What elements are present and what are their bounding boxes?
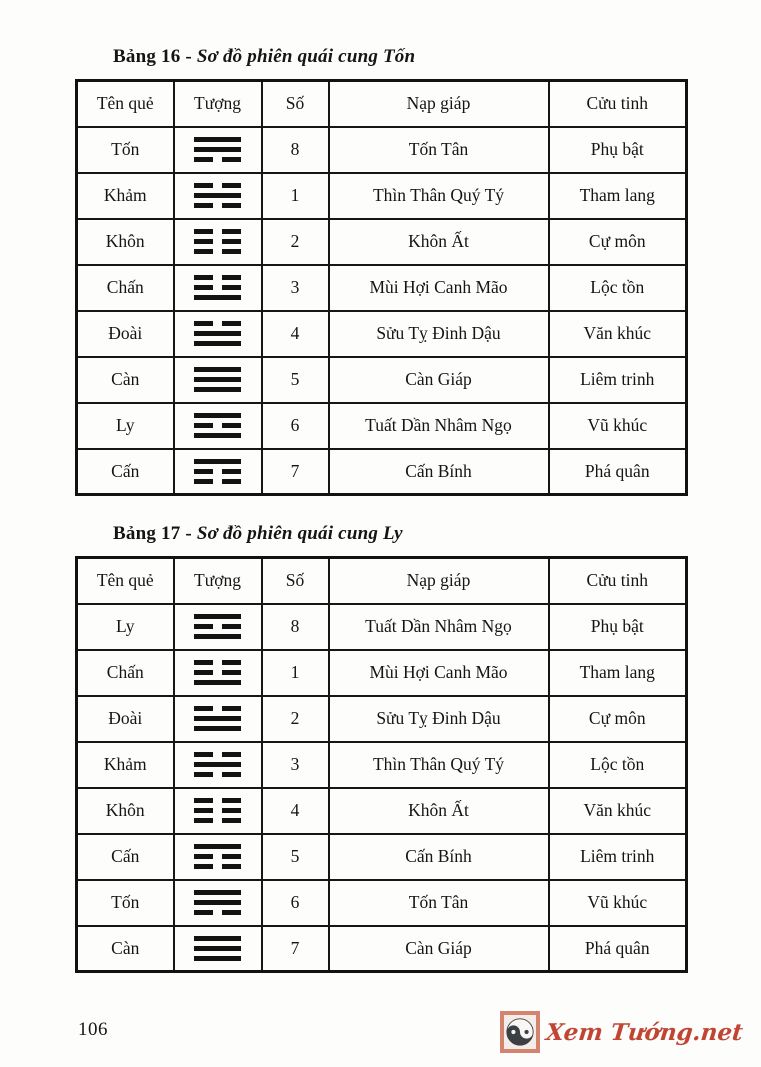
- cell-cuu-tinh: Cự môn: [549, 696, 687, 742]
- header-so: Số: [262, 558, 329, 604]
- cell-ten-que: Khôn: [77, 788, 174, 834]
- trigram-icon: [194, 798, 241, 823]
- table-17-body: [77, 604, 687, 972]
- cell-ten-que: Cấn: [77, 834, 174, 880]
- cell-nap-giap: Càn Giáp: [329, 926, 549, 972]
- trigram-icon: [194, 706, 241, 731]
- cell-nap-giap: Khôn Ất: [329, 219, 549, 265]
- trigram-icon: [194, 137, 241, 162]
- cell-ten-que: Khôn: [77, 219, 174, 265]
- cell-cuu-tinh: Lộc tồn: [549, 742, 687, 788]
- cell-ten-que: Tốn: [77, 127, 174, 173]
- cell-ten-que: Càn: [77, 357, 174, 403]
- table-row: [77, 788, 687, 834]
- header-ten-que: Tên quẻ: [77, 81, 174, 127]
- caption-title: Sơ đồ phiên quái cung Tốn: [196, 46, 416, 67]
- table-row: [77, 127, 687, 173]
- cell-tuong: [174, 265, 262, 311]
- header-cuu-tinh: Cửu tinh: [549, 558, 687, 604]
- cell-so: 8: [262, 604, 329, 650]
- table-row: [77, 265, 687, 311]
- trigram-icon: [194, 183, 241, 208]
- cell-nap-giap: Cấn Bính: [329, 834, 549, 880]
- cell-nap-giap: Tốn Tân: [329, 127, 549, 173]
- cell-tuong: [174, 449, 262, 495]
- caption-title: Sơ đồ phiên quái cung Ly: [196, 523, 403, 544]
- cell-cuu-tinh: Vũ khúc: [549, 403, 687, 449]
- cell-ten-que: Ly: [77, 604, 174, 650]
- cell-so: 2: [262, 219, 329, 265]
- header-row: [77, 81, 687, 127]
- cell-tuong: [174, 311, 262, 357]
- cell-cuu-tinh: Cự môn: [549, 219, 687, 265]
- cell-nap-giap: Sửu Tỵ Đinh Dậu: [329, 311, 549, 357]
- cell-cuu-tinh: Lộc tồn: [549, 265, 687, 311]
- cell-cuu-tinh: Văn khúc: [549, 311, 687, 357]
- yin-yang-icon: [500, 1011, 540, 1053]
- cell-nap-giap: Cấn Bính: [329, 449, 549, 495]
- cell-cuu-tinh: Vũ khúc: [549, 880, 687, 926]
- cell-tuong: [174, 880, 262, 926]
- cell-so: 4: [262, 311, 329, 357]
- header-nap-giap: Nạp giáp: [329, 558, 549, 604]
- cell-tuong: [174, 604, 262, 650]
- header-tuong: Tượng: [174, 558, 262, 604]
- table-16: [75, 79, 688, 496]
- trigram-icon: [194, 321, 241, 346]
- cell-tuong: [174, 173, 262, 219]
- cell-so: 2: [262, 696, 329, 742]
- cell-so: 1: [262, 173, 329, 219]
- caption-label: Bảng 17 -: [113, 523, 197, 544]
- trigram-icon: [194, 367, 241, 392]
- cell-cuu-tinh: Phụ bật: [549, 604, 687, 650]
- cell-cuu-tinh: Liêm trinh: [549, 834, 687, 880]
- cell-nap-giap: Càn Giáp: [329, 357, 549, 403]
- header-row: [77, 558, 687, 604]
- cell-ten-que: Cấn: [77, 449, 174, 495]
- cell-nap-giap: Mùi Hợi Canh Mão: [329, 265, 549, 311]
- table-row: [77, 173, 687, 219]
- table-16-caption: [113, 46, 761, 68]
- header-nap-giap: Nạp giáp: [329, 81, 549, 127]
- cell-tuong: [174, 650, 262, 696]
- trigram-icon: [194, 752, 241, 777]
- cell-ten-que: Càn: [77, 926, 174, 972]
- cell-tuong: [174, 403, 262, 449]
- cell-tuong: [174, 926, 262, 972]
- table-17: [75, 556, 688, 973]
- cell-tuong: [174, 696, 262, 742]
- table-row: [77, 834, 687, 880]
- cell-nap-giap: Thìn Thân Quý Tý: [329, 173, 549, 219]
- cell-so: 7: [262, 926, 329, 972]
- table-16-header: [77, 81, 687, 127]
- table-row: [77, 880, 687, 926]
- header-tuong: Tượng: [174, 81, 262, 127]
- cell-tuong: [174, 742, 262, 788]
- cell-cuu-tinh: Phá quân: [549, 926, 687, 972]
- table-row: [77, 696, 687, 742]
- table-16-body: [77, 127, 687, 495]
- trigram-icon: [194, 890, 241, 915]
- cell-nap-giap: Thìn Thân Quý Tý: [329, 742, 549, 788]
- table-row: [77, 926, 687, 972]
- cell-ten-que: Chấn: [77, 265, 174, 311]
- cell-nap-giap: Tuất Dần Nhâm Ngọ: [329, 604, 549, 650]
- cell-so: 6: [262, 403, 329, 449]
- cell-so: 3: [262, 265, 329, 311]
- watermark: [500, 1011, 743, 1053]
- cell-nap-giap: Tốn Tân: [329, 880, 549, 926]
- cell-tuong: [174, 357, 262, 403]
- cell-so: 5: [262, 357, 329, 403]
- cell-nap-giap: Tuất Dần Nhâm Ngọ: [329, 403, 549, 449]
- cell-tuong: [174, 219, 262, 265]
- trigram-icon: [194, 229, 241, 254]
- cell-cuu-tinh: Tham lang: [549, 650, 687, 696]
- cell-nap-giap: Mùi Hợi Canh Mão: [329, 650, 549, 696]
- cell-ten-que: Khảm: [77, 173, 174, 219]
- cell-so: 1: [262, 650, 329, 696]
- cell-ten-que: Tốn: [77, 880, 174, 926]
- cell-tuong: [174, 127, 262, 173]
- table-row: [77, 650, 687, 696]
- caption-label: Bảng 16 -: [113, 46, 197, 67]
- trigram-icon: [194, 614, 241, 639]
- cell-ten-que: Đoài: [77, 696, 174, 742]
- table-row: [77, 311, 687, 357]
- table-row: [77, 403, 687, 449]
- cell-ten-que: Đoài: [77, 311, 174, 357]
- trigram-icon: [194, 936, 241, 961]
- cell-cuu-tinh: Phá quân: [549, 449, 687, 495]
- table-row: [77, 449, 687, 495]
- cell-nap-giap: Sửu Tỵ Đinh Dậu: [329, 696, 549, 742]
- table-17-header: [77, 558, 687, 604]
- table-row: [77, 357, 687, 403]
- cell-so: 7: [262, 449, 329, 495]
- table-row: [77, 742, 687, 788]
- cell-ten-que: Khảm: [77, 742, 174, 788]
- cell-tuong: [174, 788, 262, 834]
- trigram-icon: [194, 660, 241, 685]
- cell-ten-que: Chấn: [77, 650, 174, 696]
- header-ten-que: Tên quẻ: [77, 558, 174, 604]
- cell-cuu-tinh: Phụ bật: [549, 127, 687, 173]
- table-row: [77, 219, 687, 265]
- cell-so: 3: [262, 742, 329, 788]
- cell-so: 6: [262, 880, 329, 926]
- trigram-icon: [194, 413, 241, 438]
- cell-ten-que: Ly: [77, 403, 174, 449]
- trigram-icon: [194, 275, 241, 300]
- cell-so: 8: [262, 127, 329, 173]
- cell-so: 4: [262, 788, 329, 834]
- cell-cuu-tinh: Liêm trinh: [549, 357, 687, 403]
- page-number: 106: [78, 1019, 108, 1040]
- header-so: Số: [262, 81, 329, 127]
- cell-so: 5: [262, 834, 329, 880]
- cell-cuu-tinh: Văn khúc: [549, 788, 687, 834]
- cell-nap-giap: Khôn Ất: [329, 788, 549, 834]
- header-cuu-tinh: Cửu tinh: [549, 81, 687, 127]
- table-row: [77, 604, 687, 650]
- table-17-caption: [113, 523, 761, 545]
- trigram-icon: [194, 459, 241, 484]
- watermark-text: Xem Tướng.net: [544, 1018, 745, 1046]
- cell-cuu-tinh: Tham lang: [549, 173, 687, 219]
- trigram-icon: [194, 844, 241, 869]
- cell-tuong: [174, 834, 262, 880]
